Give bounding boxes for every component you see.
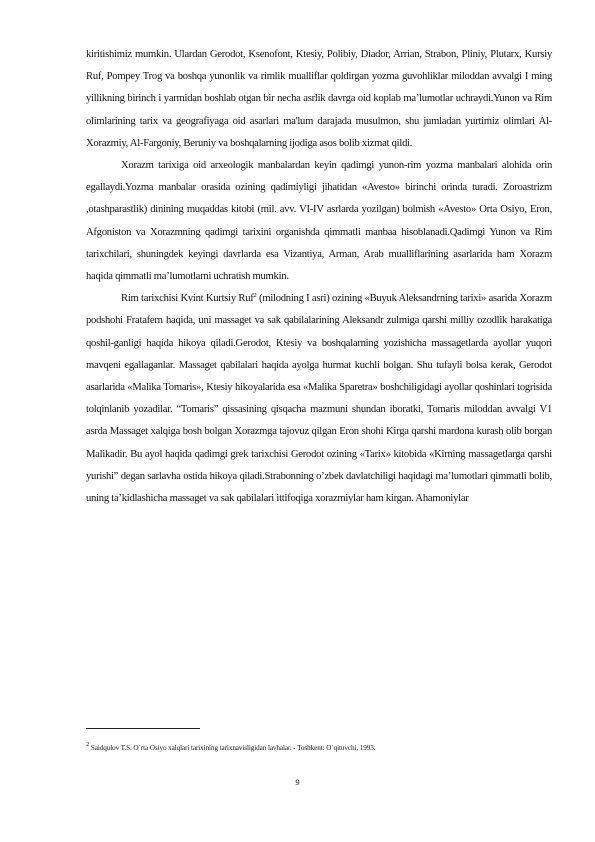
paragraph-2: Xorazm tarixiga oid arxeologik manbalardan keyin qadimgi yunon-rim yozma manbalari alohida orin egallaydi.Yozma manbalar orasida ozining qadimiyligi jihatidan «Avesto» birinchi orinda turadi. Zoroastrizm ,otashparastlik) dinining muqaddas kitobi (mil. avv. VI-IV asrlarda yozilgan) bolmish «Avesto» Orta Osiyo, Eron, Afgoniston va Xorazmning qadimgi tarixini organishda qimmatli manbaa hisoblanadi.Qadimgi Yunon va Rim tarixchilari, shuningdek keyingi davrlarda esa Vizantiya, Arman, Arab mualliflarining asarlarida ham Xorazm haqida qimmatli ma’lumotlarni uchratish mumkin. <box>86 160 552 283</box>
footnote <box>86 743 552 753</box>
footnote-text: Saidqulov T.S. O`rta Osiyo xalqlari tarixining tarixnavisligidan lavhalar. - Toshkent: O`qituvchi, 1993. <box>90 744 376 752</box>
page-number: 9 <box>295 777 300 787</box>
paragraph-3 <box>86 288 552 510</box>
footnote-reference[interactable]: 2 <box>253 292 257 300</box>
paragraph-1: kiritishimiz mumkin. Ulardan Gerodot, Ksenofont, Ktesiy, Polibiy, Diador, Arrian, Strabon, Pliniy, Plutarx, Kursiy Ruf, Pompey Trog va boshqa yunonlik va rimlik mualliflar qoldirgan yozma guvohliklar miloddan avvalgi I ming yillikning birinch i yarmidan boshlab otgan bir necha asrlik davrga oid koplab ma’lumotlar uchraydi.Yunon va Rim olimlarining tarix va geografiyaga oid asarlari ma'lum darajada musulmon, shu jumladan yurtimiz olimlari Al-Xorazmiy, Al-Fargoniy, Beruniy va boshqalarning ijodiga asos bolib xizmat qildi. <box>86 49 552 149</box>
paragraph-3-lead: Rim tarixchisi Kvint Kurtsiy Ruf <box>121 293 254 305</box>
footnote-divider <box>86 728 200 729</box>
paragraph-3-body: (milodning I asri) ozining «Buyuk Aleksandrning tarixi» asarida Xorazm podshohi Fratafern haqida, uni massaget va sak qabilalarining Aleksandr zulmiga qarshi milliy ozodlik harakatiga qoshil-ganligi haqida hikoya qiladi.Gerodot, Ktesiy va boshqalarning yozishicha massagetlarda ayollar yuqori mavqeni egallaganlar. Massaget qabilalari haqida ayolga hurmat kuchli bolgan. Shu tufayli bolsa kerak, Gerodot asarlarida «Malika Tomaris», Ktesiy hikoyalarida esa «Malika Sparetra» boshchiligidagi ayollar qoshinlari togrisida tolqinlanib yozadilar. “Tomaris” qissasining qisqacha mazmuni shundan iboratki, Tomaris miloddan avvalgi V1 asrda Massaget xalqiga bosh bolgan Xorazmga tajovuz qilgan Eron shohi Kirga qarshi mardona kurash olib borgan Malikadir. Bu ayol haqida qadimgi grek tarixchisi Gerodot ozining «Tarix» kitobida «Kirning massagetlarga qarshi yurishi” degan sarlavha ostida hikoya qiladi.Strabonning o’zbek davlatchiligi haqidagi ma’lumotlari qimmatli bolib, uning ta’kidlashicha massaget va sak qabilalari ittifoqiga xorazmiylar ham kirgan. Ahamoniylar <box>86 293 552 505</box>
footnote-marker: 2 <box>86 741 90 748</box>
body-text <box>86 44 552 510</box>
